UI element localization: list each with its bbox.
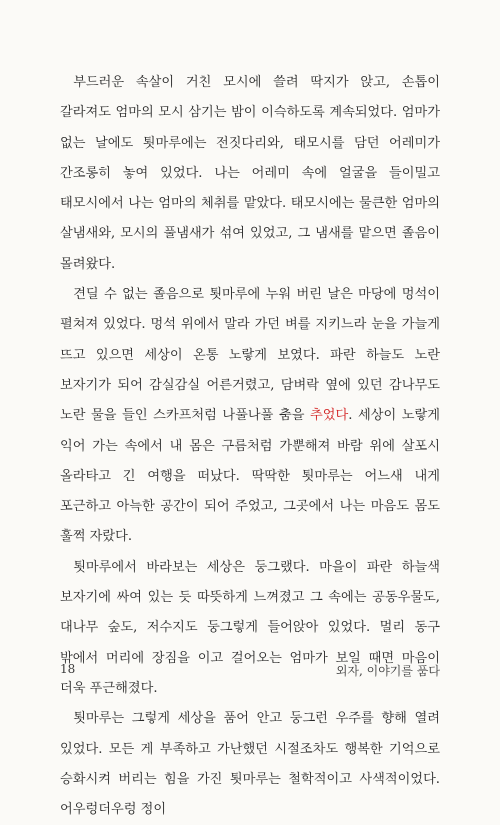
page-footer bbox=[60, 662, 440, 680]
paragraph-4 bbox=[60, 704, 440, 825]
paragraph-3-text: 툇마루에서 바라보는 세상은 둥그랬다. 마을이 파란 하늘색 보자기에 싸여 있는 듯 따뜻하게 느껴졌고 그 속에는 공동우물도, 대나무 숲도, 저수지도 둥그렇게 들어앉아 있었다. 멀리 동구 밖에서 머리에 장짐을 이고 걸어오는 엄마가 보일 때면 마음이 더욱 푸근해졌다. bbox=[60, 559, 440, 696]
running-title: 외자, 이야기를 품다 bbox=[335, 664, 440, 678]
body-text bbox=[60, 68, 440, 825]
paragraph-2-text-after: . 세상이 노랗게 익어 가는 속에서 내 몸은 구름처럼 가뿐해져 바람 위에 살포시 올라타고 긴 여행을 떠났다. 딱딱한 툇마루는 어느새 내게 포근하고 아늑한 공간이 되어 주었고, 그곳에서 나는 마음도 몸도 훌쩍 자랐다. bbox=[60, 408, 441, 545]
highlighted-word: 추었다 bbox=[310, 408, 349, 424]
paragraph-3 bbox=[60, 553, 440, 704]
paragraph-1-text: 부드러운 속살이 거친 모시에 쓸려 딱지가 앉고, 손톱이 갈라져도 엄마의 모시 삼기는 밤이 이슥하도록 계속되었다. 엄마가 없는 날에도 툇마루에는 전짓다리와, 태모시를 담던 어레미가 간조롱히 놓여 있었다. 나는 어레미 속에 얼굴을 들이밀고 태모시에서 나는 엄마의 체취를 맡았다. 태모시에는 물큰한 엄마의 살냄새와, 모시의 풀냄새가 섞여 있었고, 그 냄새를 맡으면 졸음이 몰려왔다. bbox=[60, 75, 440, 272]
paragraph-2-text-before: 견딜 수 없는 졸음으로 툇마루에 누워 버린 날은 마당에 멍석이 펼쳐져 있었다. 멍석 위에서 말라 가던 벼를 지키느라 눈을 가늘게 뜨고 있으면 세상이 온통 노랗게 보였다. 파란 하늘도 노란 보자기가 되어 감실감실 어른거렸고, 담벼락 옆에 있던 감나무도 노란 물을 들인 스카프처럼 나풀나풀 춤을 bbox=[60, 287, 440, 424]
paragraph-1 bbox=[60, 68, 440, 280]
paragraph-4-text: 툇마루는 그렇게 세상을 품어 안고 둥그런 우주를 향해 열려 있었다. 모든 게 부족하고 가난했던 시절조차도 행복한 기억으로 승화시켜 버리는 힘을 가진 툇마루는 철학적이고 사색적이었다. 어우렁더우렁 정이 bbox=[60, 711, 440, 818]
page-number: 18 bbox=[60, 662, 76, 676]
paragraph-2 bbox=[60, 280, 440, 553]
